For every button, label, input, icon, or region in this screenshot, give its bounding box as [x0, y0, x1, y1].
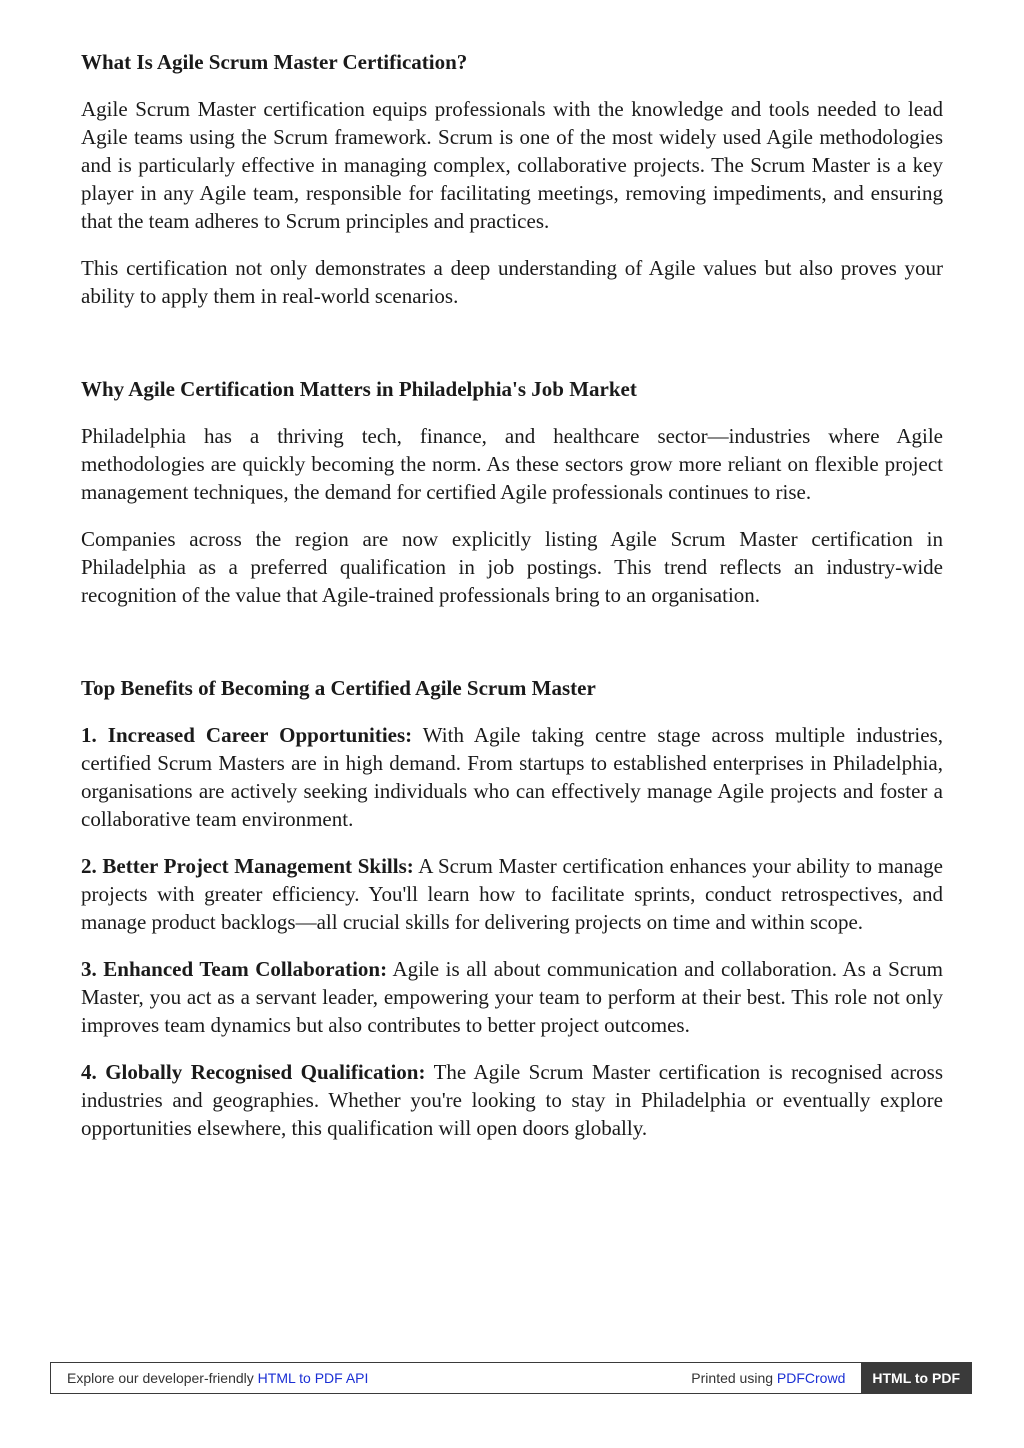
section-heading-what-is: What Is Agile Scrum Master Certification? — [81, 50, 468, 74]
benefit-lead: 2. Better Project Management Skills: — [81, 854, 414, 878]
paragraph — [81, 95, 943, 235]
html-to-pdf-button[interactable]: HTML to PDF — [861, 1363, 971, 1393]
benefit-text: With Agile taking centre stage across multiple industries, certified Scrum Masters are in high demand. From startups to established enterprises in Philadelphia, organisations are actively seeking individuals who can effectively manage Agile projects and foster a collaborative team environment. — [81, 723, 943, 831]
benefit-lead: 4. Globally Recognised Qualification: — [81, 1060, 426, 1084]
section-spacer — [81, 329, 943, 375]
benefit-paragraph — [81, 852, 943, 936]
pdfcrowd-footer-bar — [50, 1362, 972, 1394]
section-heading-top-benefits: Top Benefits of Becoming a Certified Agile Scrum Master — [81, 676, 596, 700]
pdfcrowd-link[interactable]: PDFCrowd — [776, 1370, 846, 1386]
paragraph — [81, 525, 943, 609]
paragraph-text: This certification not only demonstrates a deep understanding of Agile values but also proves your ability to apply them in real-world scenarios. — [81, 256, 943, 308]
section-heading-why-matters: Why Agile Certification Matters in Philadelphia's Job Market — [81, 377, 637, 401]
document-body — [81, 48, 943, 1161]
paragraph-text: Companies across the region are now explicitly listing Agile Scrum Master certification in Philadelphia as a preferred qualification in job postings. This trend reflects an industry-wide recognition of the value that Agile-trained professionals bring to an organisation. — [81, 527, 943, 607]
paragraph — [81, 422, 943, 506]
footer-printed — [691, 1370, 861, 1386]
footer-printed-text: Printed using — [691, 1370, 777, 1386]
benefit-text: Agile is all about communication and collaboration. As a Scrum Master, you act as a servant leader, empowering your team to perform at their best. This role not only improves team dynamics but also contributes to better project outcomes. — [81, 957, 943, 1037]
benefit-lead: 3. Enhanced Team Collaboration: — [81, 957, 388, 981]
html-to-pdf-api-link[interactable]: HTML to PDF API — [257, 1370, 369, 1386]
paragraph-text: Agile Scrum Master certification equips professionals with the knowledge and tools needed to lead Agile teams using the Scrum framework. Scrum is one of the most widely used Agile methodologies and is particularly effective in managing complex, collaborative projects. The Scrum Master is a key player in any Agile team, responsible for facilitating meetings, removing impediments, and ensuring that the team adheres to Scrum principles and practices. — [81, 97, 943, 233]
benefit-paragraph — [81, 1058, 943, 1142]
paragraph — [81, 254, 943, 310]
paragraph-text: Philadelphia has a thriving tech, finance, and healthcare sector—industries where Agile methodologies are quickly becoming the norm. As these sectors grow more reliant on flexible project management techniques, the demand for certified Agile professionals continues to rise. — [81, 424, 943, 504]
benefit-lead: 1. Increased Career Opportunities: — [81, 723, 413, 747]
footer-explore-text: Explore our developer-friendly — [67, 1370, 258, 1386]
benefit-text: A Scrum Master certification enhances your ability to manage projects with greater efficiency. You'll learn how to facilitate sprints, conduct retrospectives, and manage product backlogs—all crucial skills for delivering projects on time and within scope. — [81, 854, 944, 934]
footer-explore — [51, 1370, 691, 1386]
benefit-text: The Agile Scrum Master certification is recognised across industries and geographies. Whether you're looking to stay in Philadelphia or eventually explore opportunities elsewhere, this qualification will open doors globally. — [81, 1060, 943, 1140]
benefit-paragraph — [81, 955, 943, 1039]
benefit-paragraph — [81, 721, 943, 833]
section-spacer — [81, 628, 943, 674]
